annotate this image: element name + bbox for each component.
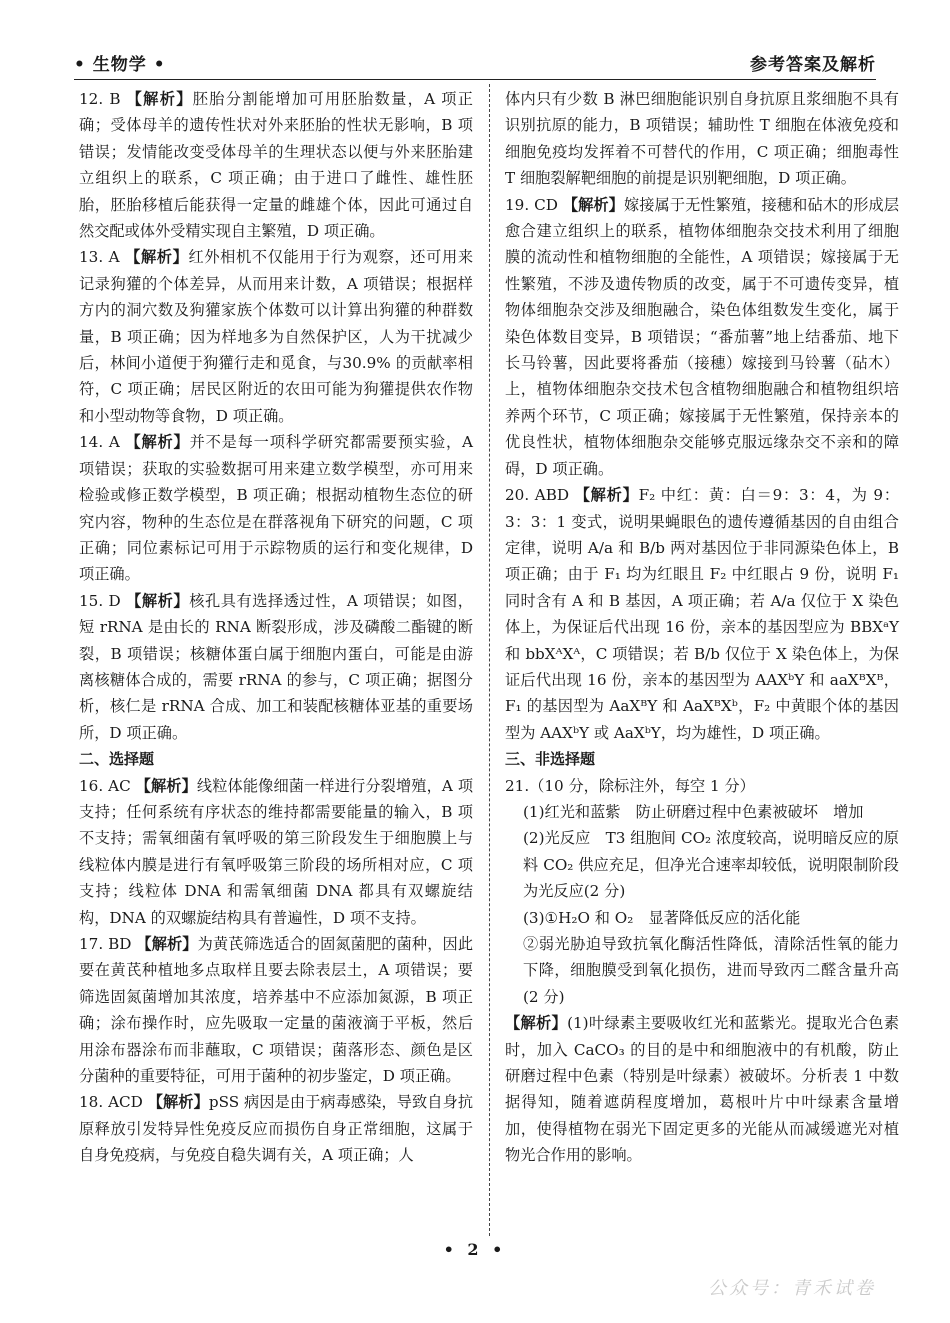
section-title-header: 参考答案及解析	[750, 55, 876, 75]
question-number: 12. B	[79, 90, 121, 108]
analysis-tag: 【解析】	[126, 591, 190, 610]
section-heading: 三、非选择题	[505, 750, 596, 769]
section-heading: 二、选择题	[79, 750, 155, 769]
analysis-tag: 【解析】	[135, 776, 197, 795]
subject-title: • 生物学 •	[74, 55, 166, 75]
analysis-text: (1)叶绿素主要吸收红光和蓝紫光。提取光合色素时，加入 CaCO₃ 的目的是中和细胞液中的有机酸，防止研磨过程中色素（特别是叶绿素）被破坏。分析表 1 中数据得知，随着遮荫程度增加，葛根叶片中叶绿素含量增加，使得植物在弱光下固定更多的光能从而减缓遮光对植物光合作用的影响。	[505, 1014, 900, 1165]
answer-item	[79, 244, 473, 429]
analysis-tag: 【解析】	[505, 1014, 568, 1033]
analysis-text: 胚胎分割能增加可用胚胎数量，A 项正确；受体母羊的遗传性状对外来胚胎的性状无影响，B 项错误；发情能改变受体母羊的生理状态以便与外来胚胎建立组织上的联系，C 项正确；由于进口了雌性、雄性胚胎，胚胎移植后能获得一定量的雌雄个体，因此可通过自然交配或体外受精实现自主繁殖，D 项正确。	[79, 90, 473, 241]
answer-item	[505, 192, 899, 482]
column-divider	[489, 84, 490, 1236]
text-block: 21.（10 分，除标注外，每空 1 分）	[505, 776, 755, 795]
analysis-tag: 【解析】	[562, 195, 624, 214]
question-number: 13. A	[79, 248, 120, 267]
question-number: 19. CD	[505, 195, 558, 214]
answer-item	[505, 482, 899, 746]
analysis-tag: 【解析】	[125, 248, 189, 267]
analysis-tag: 【解析】	[126, 90, 193, 108]
question-number: 15. D	[79, 591, 121, 610]
question-number: 14. A	[79, 433, 120, 452]
answer-item	[79, 931, 473, 1089]
analysis-text: 为黄芪筛选适合的固氮菌肥的菌种，因此要在黄芪种植地多点取样且要去除表层土，A 项错误；要筛选固氮菌增加其浓度，培养基中不应添加氮源，B 项正确；涂布操作时，应先吸取一定量的菌液滴于平板，然后用涂布器涂布而非蘸取，C 项错误；菌落形态、颜色是区分菌种的重要特征，可用于菌种的初步鉴定，D 项正确。	[79, 935, 474, 1086]
answer-subpart: (1)红光和蓝紫 防止研磨过程中色素被破坏 增加	[523, 802, 864, 821]
analysis-text: 嫁接属于无性繁殖，接穗和砧木的形成层愈合建立组织上的联系，植物体细胞杂交技术利用了细胞膜的流动性和植物细胞的全能性，A 项错误；嫁接属于无性繁殖，不涉及遗传物质的改变，属于不可遗传变异，植物体细胞杂交涉及细胞融合，染色体组数发生变化，属于染色体数目变异，B 项错误；“番茄薯”地上结番茄、地下长马铃薯，因此要将番茄（接穗）嫁接到马铃薯（砧木）上，植物体细胞杂交技术包含植物细胞融合和植物组织培养两个环节，C 项正确；嫁接属于无性繁殖，保持亲本的优良性状，植物体细胞杂交能够克服远缘杂交不亲和的障碍，D 项正确。	[505, 195, 900, 478]
analysis-text: F₂ 中红：黄：白＝9：3：4，为 9：3：3：1 变式，说明果蝇眼色的遗传遵循基因的自由组合定律，说明 A/a 和 B/b 两对基因位于非同源染色体上，B 项正确；由于 F₁ 均为红眼且 F₂ 中红眼占 9 份，说明 F₁ 同时含有 A 和 B 基因，A 项正确；若 A/a 仅位于 X 染色体上，为保证后代出现 16 份，亲本的基因型应为 BBXᵃY 和 bbXᴬXᴬ，C 项错误；若 B/b 仅位于 X 染色体上，为保证后代出现 16 份，亲本的基因型为 AAXᵇY 和 aaXᴮXᴮ，F₁ 的基因型为 AaXᴮY 和 AaXᴮXᵇ，F₂ 中黄眼个体的基因型为 AAXᵇY 或 AaXᵇY，均为雄性，D 项正确。	[505, 486, 900, 742]
analysis-tag: 【解析】	[125, 433, 190, 452]
left-column	[79, 86, 473, 1169]
answer-item	[79, 1089, 473, 1168]
answer-subpart: (2)光反应 T3 组胞间 CO₂ 浓度较高，说明暗反应的原料 CO₂ 供应充足，但净光合速率却较低，说明限制阶段为光反应(2 分)	[523, 829, 899, 901]
answer-subpart: ②弱光胁迫导致抗氧化酶活性降低，清除活性氧的能力下降，细胞膜受到氧化损伤，进而导致丙二醛含量升高(2 分)	[523, 935, 899, 1006]
question-number: 16. AC	[79, 776, 131, 795]
question-number: 20. ABD	[505, 486, 570, 505]
answer-item	[79, 773, 473, 931]
answer-item	[79, 429, 473, 587]
answer-item	[79, 86, 473, 244]
analysis-tag: 【解析】	[574, 486, 639, 505]
answer-subpart: (3)①H₂O 和 O₂ 显著降低反应的活化能	[523, 908, 801, 927]
answer-item	[505, 1010, 899, 1168]
analysis-text: 并不是每一项科学研究都需要预实验，A 项错误；获取的实验数据可用来建立数学模型，亦可用来检验或修正数学模型，B 项正确；根据动植物生态位的研究内容，物种的生态位是在群落视角下研究的问题，C 项正确；同位素标记可用于示踪物质的运行和变化规律，D 项正确。	[79, 433, 474, 584]
analysis-text: 核孔具有选择透过性，A 项错误；如图，短 rRNA 是由长的 RNA 断裂形成，涉及磷酸二酯键的断裂，B 项错误；核糖体蛋白属于细胞内蛋白，可能是由游离核糖体合成的，需要 rRNA 的参与，C 项正确；据图分析，核仁是 rRNA 合成、加工和装配核糖体亚基的重要场所，D 项正确。	[79, 591, 473, 742]
analysis-tag: 【解析】	[147, 1093, 209, 1112]
analysis-text: 线粒体能像细菌一样进行分裂增殖，A 项支持；任何系统有序状态的维持都需要能量的输入，B 项不支持；需氧细菌有氧呼吸的第三阶段发生于细胞膜上与线粒体内膜是进行有氧呼吸第三阶段的场所相对应，C 项支持；线粒体 DNA 和需氧细菌 DNA 都具有双螺旋结构，DNA 的双螺旋结构具有普遍性，D 项不支持。	[79, 776, 474, 927]
watermark: 公众号：青禾试卷	[708, 1278, 876, 1299]
analysis-text: pSS 病因是由于病毒感染，导致自身抗原释放引发特异性免疫反应而损伤自身正常细胞，这属于自身免疫病，与免疫自稳失调有关，A 项正确；人	[79, 1093, 474, 1165]
page-header	[74, 50, 876, 80]
page-number: • 2 •	[443, 1240, 507, 1259]
analysis-tag: 【解析】	[136, 935, 198, 953]
right-column	[505, 86, 899, 1169]
text-block: 体内只有少数 B 淋巴细胞能识别自身抗原且浆细胞不具有识别抗原的能力，B 项错误；辅助性 T 细胞在体液免疫和细胞免疫均发挥着不可替代的作用，C 项正确；细胞毒性 T 细胞裂解靶细胞的前提是识别靶细胞，D 项正确。	[505, 90, 899, 188]
answer-item	[79, 588, 473, 746]
question-number: 17. BD	[79, 935, 132, 953]
question-number: 18. ACD	[79, 1093, 143, 1112]
analysis-text: 红外相机不仅能用于行为观察，还可用来记录狗獾的个体差异，从而用来计数，A 项错误；根据样方内的洞穴数及狗獾家族个体数可以计算出狗獾的种群数量，B 项正确；因为样地多为自然保护区，人为干扰减少后，林间小道便于狗獾行走和觅食，与30.9% 的贡献率相符，C 项正确；居民区附近的农田可能为狗獾提供农作物和小型动物等食物，D 项正确。	[79, 248, 473, 425]
